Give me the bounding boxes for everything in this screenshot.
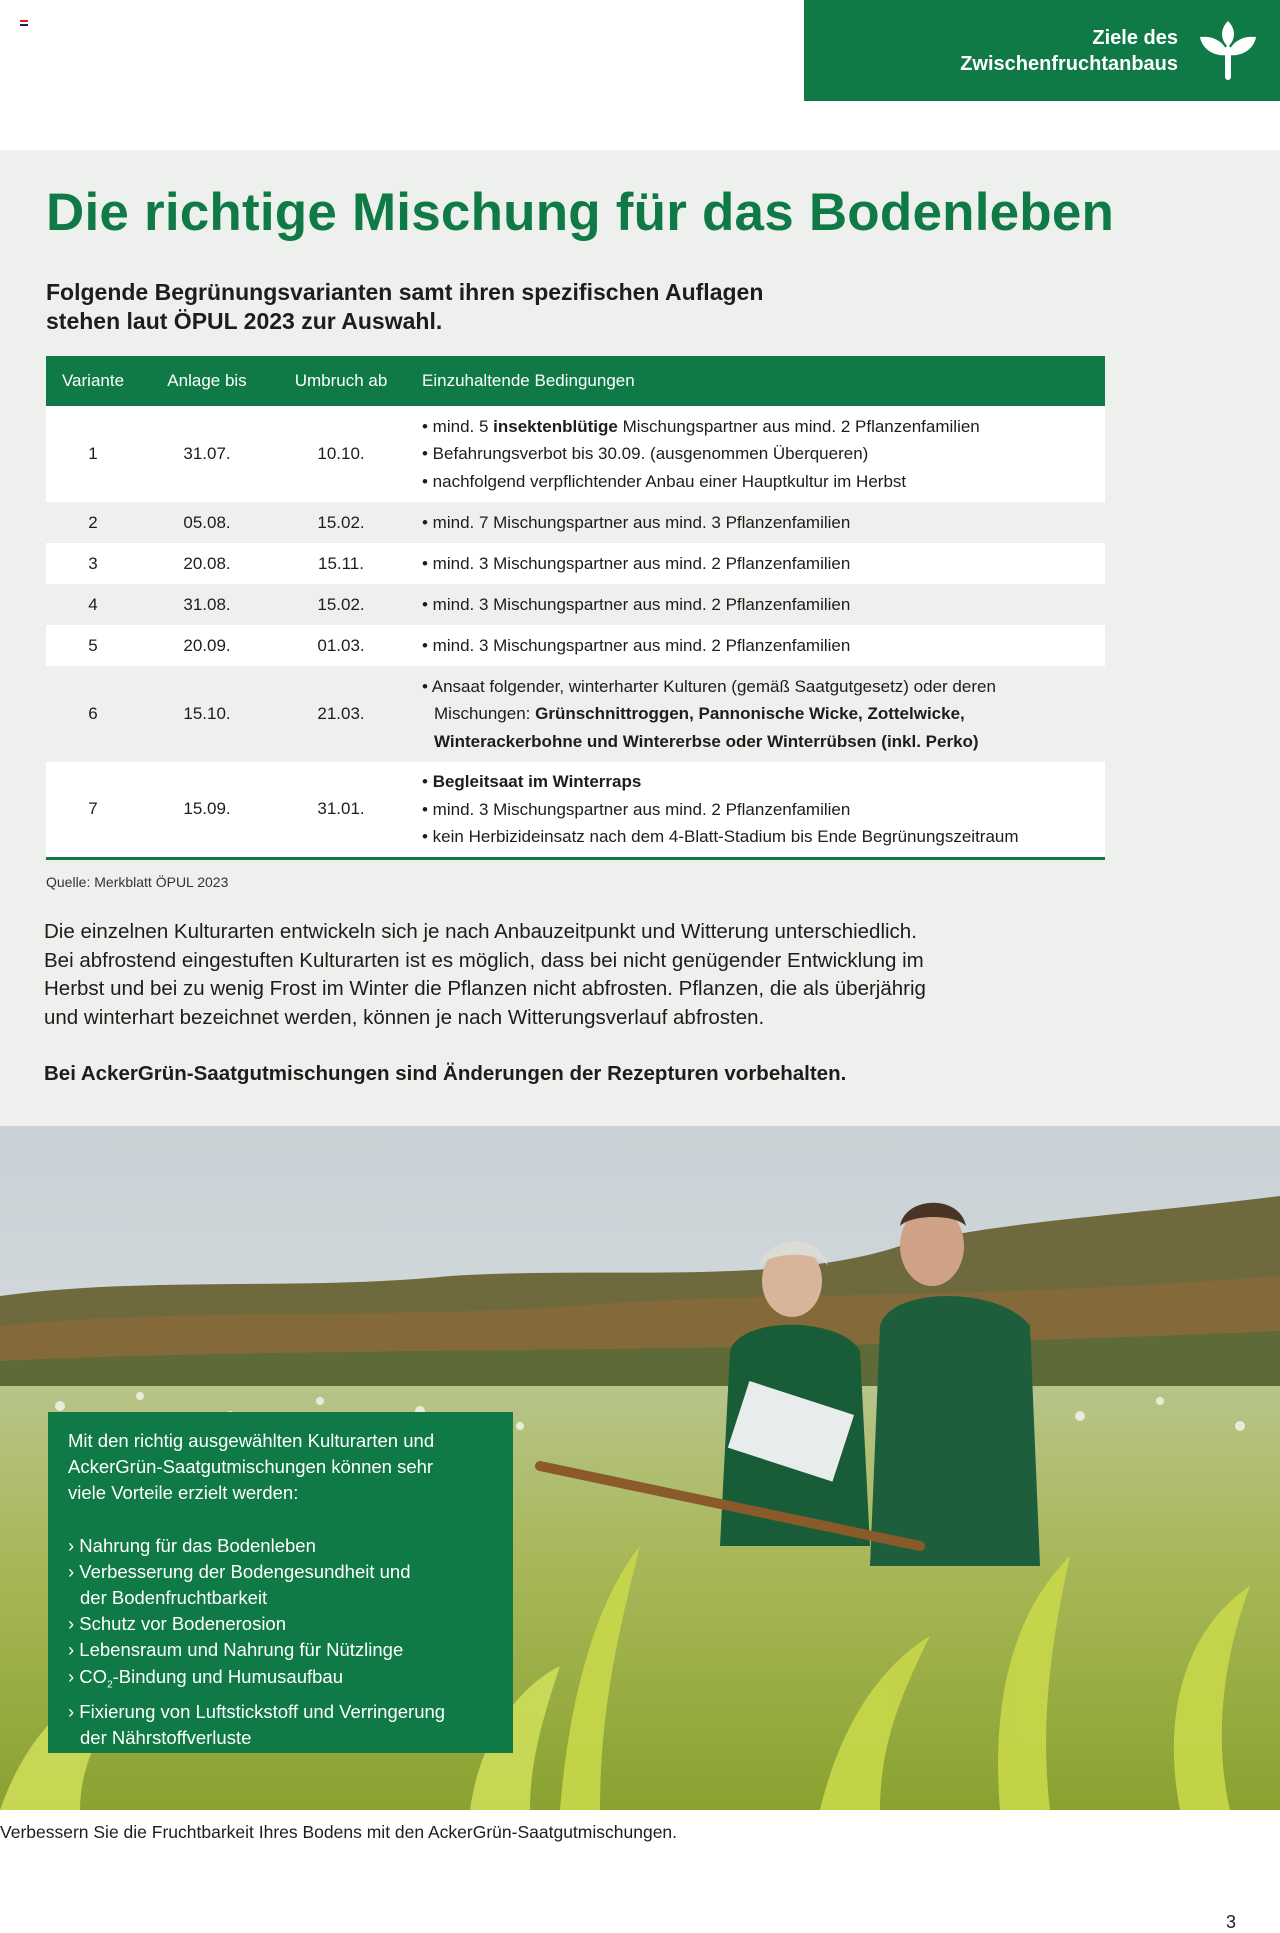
table-row — [46, 762, 1105, 858]
condition-line: • mind. 3 Mischungspartner aus mind. 2 Pflanzenfamilien — [422, 594, 851, 614]
cell-anlage: 31.07. — [183, 444, 231, 463]
table-row — [46, 502, 1105, 543]
cell-variante: 7 — [88, 799, 98, 819]
list-item: › Nahrung für das Bodenleben — [68, 1534, 316, 1556]
variants-table — [46, 356, 1105, 860]
table-source-note: Quelle: Merkblatt ÖPUL 2023 — [46, 874, 229, 890]
page-subtitle: Folgende Begrünungsvarianten samt ihren spezifischen Auflagen stehen laut ÖPUL 2023 zur Auswahl. — [46, 279, 764, 334]
condition-line: • mind. 5 insektenblütige Mischungspartner aus mind. 2 Pflanzenfamilien — [422, 416, 980, 436]
list-item: › Schutz vor Bodenerosion — [68, 1613, 287, 1635]
photo-caption: Verbessern Sie die Fruchtbarkeit Ihres Bodens mit den AckerGrün-Saatgutmischungen. — [0, 1822, 678, 1842]
benefits-intro: Mit den richtig ausgewählten Kulturarten und AckerGrün-Saatgutmischungen können sehr viele Vorteile erzielt werden: — [68, 1430, 435, 1504]
list-item: › $CO_2$-Bindung und Humusaufbau — [68, 1665, 344, 1691]
table-row — [46, 625, 1105, 666]
condition-line: • mind. 3 Mischungspartner aus mind. 2 Pflanzenfamilien — [422, 553, 851, 573]
cell-anlage: 20.08. — [183, 553, 231, 573]
disclaimer-text: Bei AckerGrün-Saatgutmischungen sind Änderungen der Rezepturen vorbehalten. — [44, 1062, 847, 1085]
condition-line: • Begleitsaat im Winterraps — [422, 772, 642, 791]
benefits-list — [68, 1533, 493, 1751]
list-item: › Fixierung von Luftstickstoff und Verringerung der Nährstoffverluste — [68, 1700, 446, 1748]
column-header-variante: Variante — [61, 371, 125, 390]
column-header-anlage: Anlage bis — [167, 371, 247, 390]
condition-line: • nachfolgend verpflichtender Anbau einer Hauptkultur im Herbst — [422, 471, 907, 491]
cell-umbruch: 15.11. — [317, 553, 364, 573]
cell-anlage: 20.09. — [183, 635, 231, 655]
table-row — [46, 543, 1105, 584]
cell-umbruch: 15.02. — [317, 594, 365, 614]
section-header-title: Ziele des Zwischenfruchtanbaus — [960, 26, 1178, 75]
cell-bedingungen — [408, 502, 1105, 543]
cell-anlage: 15.09. — [183, 799, 231, 819]
table-header-row — [46, 356, 1105, 406]
condition-line: • mind. 3 Mischungspartner aus mind. 2 Pflanzenfamilien — [422, 799, 851, 819]
table-row — [46, 666, 1105, 762]
cell-bedingungen — [408, 584, 1105, 625]
page-number: 3 — [1226, 1912, 1237, 1932]
cell-variante: 1 — [88, 444, 98, 463]
cell-variante: 4 — [88, 594, 98, 614]
cell-variante: 3 — [88, 553, 98, 573]
cell-variante: 6 — [88, 704, 98, 723]
cell-bedingungen — [408, 543, 1105, 584]
cell-umbruch: 01.03. — [317, 635, 365, 655]
cell-anlage: 31.08. — [183, 594, 231, 614]
list-item: › Lebensraum und Nahrung für Nützlinge — [68, 1639, 404, 1661]
cell-umbruch: 15.02. — [317, 512, 365, 532]
condition-line: • mind. 7 Mischungspartner aus mind. 3 Pflanzenfamilien — [422, 512, 851, 532]
column-header-umbruch: Umbruch ab — [294, 371, 388, 390]
cell-bedingungen — [408, 406, 1105, 502]
body-paragraph: Die einzelnen Kulturarten entwickeln sich je nach Anbauzeitpunkt und Witterung unterschiedlich. Bei abfrostend eingestuften Kulturarten ist es möglich, dass bei nicht genügender Entwicklung im Herbst und bei zu wenig Frost im Winter die Pflanzen nicht abfrosten. Pflanzen, die als überjährig und winterhart bezeichnet werden, können je nach Witterungsverlauf abfrosten. — [44, 920, 926, 1029]
cell-anlage: 05.08. — [183, 512, 231, 532]
cell-umbruch: 10.10. — [317, 444, 365, 463]
condition-line: • Ansaat folgender, winterharter Kulturen (gemäß Saatgutgesetz) oder deren — [422, 676, 996, 696]
cell-variante: 5 — [88, 635, 98, 655]
list-item: › Verbesserung der Bodengesundheit und der Bodenfruchtbarkeit — [68, 1560, 411, 1609]
condition-line: • kein Herbizideinsatz nach dem 4-Blatt-Stadium bis Ende Begrünungszeitraum — [422, 827, 1019, 846]
column-header-bedingungen: Einzuhaltende Bedingungen — [422, 371, 635, 390]
table-row — [46, 584, 1105, 625]
cell-bedingungen — [408, 762, 1105, 858]
table-row — [46, 406, 1105, 502]
section-header-band — [804, 0, 1280, 101]
condition-line: • mind. 3 Mischungspartner aus mind. 2 Pflanzenfamilien — [422, 635, 851, 655]
page-title: Die richtige Mischung für das Bodenleben — [46, 183, 1115, 242]
benefits-box — [48, 1412, 513, 1753]
cell-umbruch: 21.03. — [317, 704, 365, 723]
condition-line: • Befahrungsverbot bis 30.09. (ausgenommen Überqueren) — [422, 444, 869, 464]
cell-bedingungen — [408, 666, 1105, 762]
condition-line: Winterackerbohne und Wintererbse oder Winterrübsen (inkl. Perko) — [434, 731, 979, 751]
condition-line: Mischungen: Grünschnittroggen, Pannonische Wicke, Zottelwicke, — [434, 704, 965, 724]
cell-bedingungen — [408, 625, 1105, 666]
cell-variante: 2 — [88, 512, 98, 532]
language-flag-icon — [20, 20, 28, 26]
sprout-icon — [1196, 19, 1260, 83]
cell-anlage: 15.10. — [183, 704, 231, 723]
cell-umbruch: 31.01. — [317, 799, 365, 819]
